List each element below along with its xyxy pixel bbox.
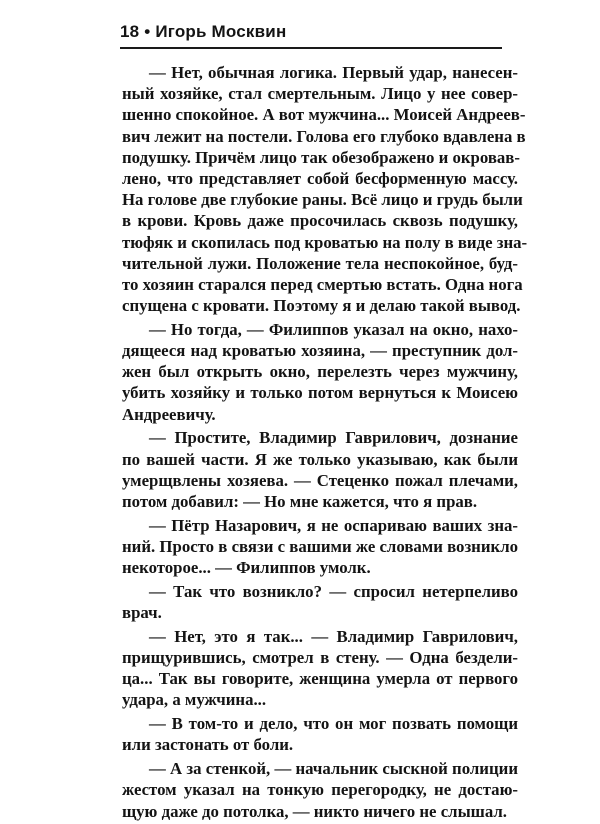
text-line: лено, что представляет собой бесформенную массу. <box>122 168 518 188</box>
text-line: жен был открыть окно, перелезть через мужчину, <box>122 362 518 382</box>
text-line: ный хозяйке, стал смертельным. Лицо у нее совер- <box>122 84 518 104</box>
text-line: — Нет, обычная логика. Первый удар, нанесен- <box>149 63 518 82</box>
text-line: потом добавил: — Но мне кажется, что я прав. <box>122 491 478 511</box>
text-line: умерщвлены хозяева. — Стеценко пожал плечами, <box>122 470 518 490</box>
text-line: жестом указал на тонкую перегородку, не достаю- <box>122 780 518 800</box>
text-line: ца... Так вы говорите, женщина умерла от первого <box>122 669 518 689</box>
text-line: некоторое... — Филиппов умолк. <box>122 558 371 578</box>
text-line: шенно спокойное. А вот мужчина... Моисей Андреев- <box>122 105 526 125</box>
paragraph <box>122 713 518 755</box>
text-line: удара, а мужчина... <box>122 690 267 710</box>
running-head <box>120 22 286 42</box>
paragraph <box>122 427 518 512</box>
text-line: щую даже до потолка, — никто ничего не слышал. <box>122 801 507 821</box>
text-line: тюфяк и скопилась под кроватью на полу в виде зна- <box>122 232 528 252</box>
text-line: спущена с кровати. Поэтому я и делаю такой вывод. <box>122 296 521 316</box>
paragraph <box>122 319 518 425</box>
text-line: прищурившись, смотрел в стену. — Одна бездели- <box>122 648 518 668</box>
text-line: врач. <box>122 603 162 623</box>
text-line: — Пётр Назарович, я не оспариваю ваших зна- <box>149 515 518 535</box>
text-line: в крови. Кровь даже просочилась сквозь подушку, <box>122 211 518 231</box>
header-rule <box>120 47 502 49</box>
text-line: или застонать от боли. <box>122 735 294 755</box>
text-line: чительной лужи. Положение тела неспокойное, буд- <box>122 253 518 273</box>
text-line: — А за стенкой, — начальник сыскной полиции <box>149 759 518 779</box>
text-line: — Простите, Владимир Гаврилович, дознание <box>149 428 518 448</box>
text-line: На голове две глубокие раны. Всё лицо и грудь были <box>122 190 523 210</box>
text-line: — В том-то и дело, что он мог позвать помощи <box>149 714 518 734</box>
text-body <box>122 62 528 824</box>
text-line: вич лежит на постели. Голова его глубоко вдавлена в <box>122 126 526 146</box>
text-line: ний. Просто в связи с вашими же словами возникло <box>122 536 518 556</box>
text-line: дящееся над кроватью хозяина, — преступник дол- <box>122 341 518 361</box>
paragraph <box>122 515 518 579</box>
text-line: подушку. Причём лицо так обезображено и окровав- <box>122 147 520 167</box>
text-line: по вашей части. Я же только указываю, как были <box>122 449 518 469</box>
paragraph <box>122 758 518 822</box>
text-line: — Но тогда, — Филиппов указал на окно, нахо- <box>149 319 518 339</box>
text-line: то хозяин старался перед смертью встать. Одна нога <box>122 274 523 294</box>
page-number: 18 <box>120 22 140 41</box>
header-separator: • <box>144 22 151 41</box>
text-line: — Так что возникло? — спросил нетерпеливо <box>149 581 518 601</box>
text-line: убить хозяйку и только потом вернуться к Моисею <box>122 383 518 403</box>
paragraph <box>122 62 528 316</box>
paragraph <box>122 626 518 711</box>
text-line: — Нет, это я так... — Владимир Гаврилович, <box>149 626 518 646</box>
text-line: Андреевичу. <box>122 404 216 424</box>
author-name: Игорь Москвин <box>155 22 287 41</box>
paragraph <box>122 581 518 623</box>
